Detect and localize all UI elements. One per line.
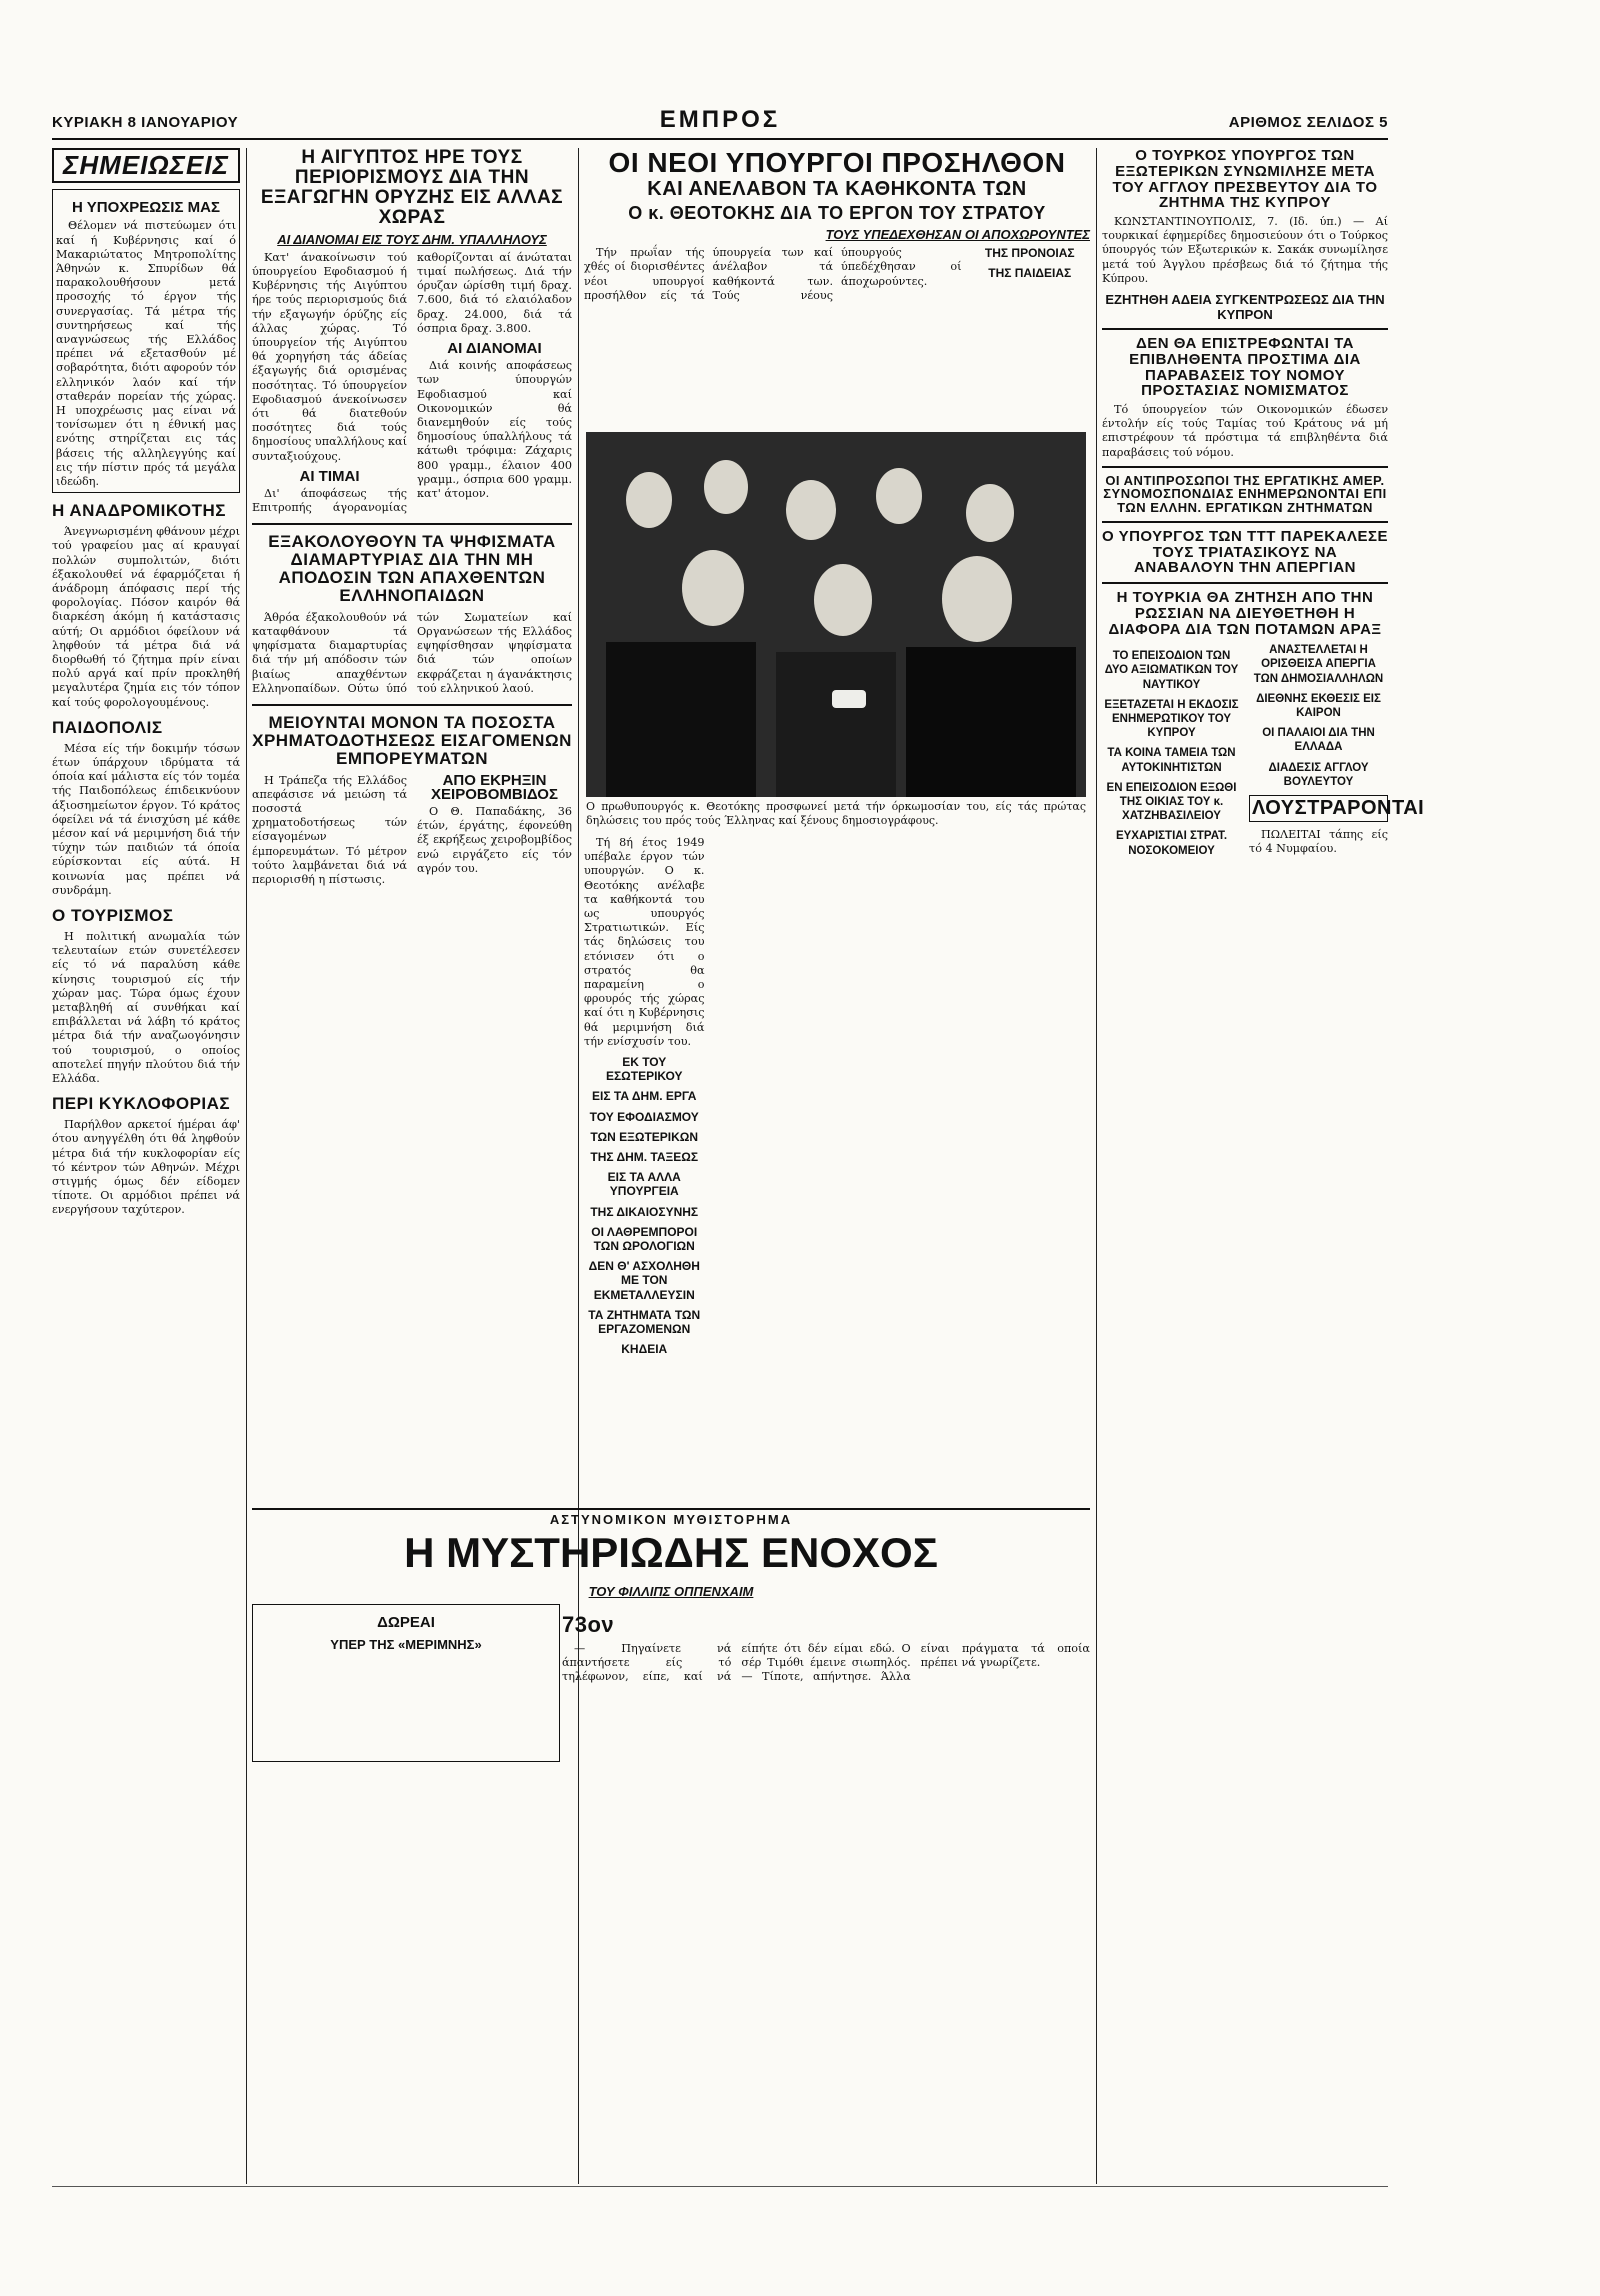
rations-subhead: ΑΙ ΔΙΑΝΟΜΑΙ <box>447 339 542 357</box>
section-text: Μέσα είς τήν δοκιμήν τόσων έτων ύπάρχουν ιδρύματα τά όποία καί μάλιστα είς τόν τομέα τής Παιδοπόλεως έπιδεικνύουν άξιοσημείωτον έργον. Τό κράτος όφείλει νά τά ένισχύση μέ κάθε μέσον καί νά μεριμνήση διά τήν τύχην τών παιδιών τά όποία εύρίσκονται είς αύτά. Η κοινωνία μας πρέπει νά συνδράμη. <box>52 741 240 897</box>
column-turkey <box>1102 147 1425 2184</box>
column-egypt <box>252 148 572 1588</box>
ministers-continued <box>584 836 1090 1496</box>
divider <box>1102 466 1388 468</box>
section-text: Άνεγνωρισμένη φθάνουν μέχρι τού γραφείου μας αί κραυγαί πολλών συμπολιτών, διότι έξακολουθεί νά έφαρμόζεται ή άνάδρομη άπόφασις περί τής φορολογίας. Πόσον καιρόν θά διαρκέση άκόμη ή κατάστασις αύτή; Οι αρμόδιοι όφείλουν νά ληφθούν τά μέτρα διά νά διορθωθή τό ζήτημα πρίν είναι πολύ αργά καί πρίν προκληθή μεγαλυτέρα ζημία εις τόν τόπον καί τούς φορολογουμένους. <box>52 525 240 709</box>
serial-label: ΑΣΤΥΝΟΜΙΚΟΝ ΜΥΘΙΣΤΟΡΗΜΑ <box>549 1512 793 1527</box>
turkey-text: ΚΩΝΣΤΑΝΤΙΝΟΥΠΟΛΙΣ, 7. (Ιδ. ύπ.) — Αί τουρκικαί έφημερίδες δημοσιεύουν ότι ο Τούρκος ύπουργός τών Εξωτερικών κ. Σακάκ συνωμίλησε μετά τού Άγγλου πρέσβεως διά τό ζήτημα τής Κύπρου. <box>1102 215 1388 285</box>
fines-headline: ΔΕΝ ΘΑ ΕΠΙΣΤΡΕΦΩΝΤΑΙ ΤΑ ΕΠΙΒΛΗΘΕΝΤΑ ΠΡΟΣΤΙΜΑ ΔΙΑ ΠΑΡΑΒΑΣΕΙΣ ΤΟΥ ΝΟΜΟΥ ΠΡΟΣΤΑΣΙΑΣ ΝΟΜΙΣΜΑΤΟΣ <box>1129 335 1361 400</box>
obligation-text: Θέλομεν νά πιστεύωμεν ότι καί ή Κυβέρνησις καί ό Μακαριώτατος Μητροπολίτης Άθηνών κ. Σπυρίδων θά παρακολουθήσουν μετά προσοχής τό έργον τής συνεργασίας. Τά μέτρα τής συντηρήσεως καί τής αναγνώσεως τής Ελλάδος πρέπει νά εξετασθούν μέ σοβαρότητα, διότι αφορούν τόν ελληνικόν λαόν καί τήν σταθεράν πορείαν τής χώρας. Η υποχρέωσις μας είναι νά τονίσωμεν ότι η έθνική μας ενότης στηρίζεται εις τάς βάσεις τής αλληλεγγύης καί εις τήν πίστιν πρός τά μεγάλα ιδεώδη. <box>56 219 236 488</box>
turkey-russia-headline: Η ΤΟΥΡΚΙΑ ΘΑ ΖΗΤΗΣΗ ΑΠΟ ΤΗΝ ΡΩΣΣΙΑΝ ΝΑ ΔΙΕΥΘΕΤΗΘΗ Η ΔΙΑΦΟΡΑ ΔΙΑ ΤΩΝ ΠΟΤΑΜΩΝ ΑΡΑΞ <box>1108 589 1382 638</box>
egypt-kicker: ΑΙ ΔΙΑΝΟΜΑΙ ΕΙΣ ΤΟΥΣ ΔΗΜ. ΥΠΑΛΛΗΛΟΥΣ <box>277 231 547 247</box>
protest-headline: ΕΞΑΚΟΛΟΥΘΟΥΝ ΤΑ ΨΗΦΙΣΜΑΤΑ ΔΙΑΜΑΡΤΥΡΙΑΣ ΔΙΑ ΤΗΝ ΜΗ ΑΠΟΔΟΣΙΝ ΤΩΝ ΑΠΑΧΘΕΝΤΩΝ ΕΛΛΗΝΟΠΑΙΔΩΝ <box>268 532 556 605</box>
protest-text: Άθρόα έξακολουθούν νά καταφθάνουν τά ψηφίσματα διαμαρτυρίας διά τήν μή απόδοσιν τών βιαίως απαχθέντων Ελληνοπαίδων. Ούτω ύπό τών Σωματείων καί Οργανώσεων τής Ελλάδος εψηφίσθησαν ψηφίσματα διά τών οποίων εκφράζεται η άγανάκτησις τού ελληνικού λαού. <box>252 610 572 695</box>
ministers-headline-1: ΟΙ ΝΕΟΙ ΥΠΟΥΡΓΟΙ ΠΡΟΣΗΛΘΟΝ <box>608 147 1066 178</box>
divider <box>1102 582 1388 584</box>
ministers-headline-2: ΚΑΙ ΑΝΕΛΑΒΟΝ ΤΑ ΚΑΘΗΚΟΝΤΑ ΤΩΝ <box>647 178 1027 201</box>
serial-body-block <box>562 1604 1090 1685</box>
section-heading: ΠΑΙΔΟΠΟΛΙΣ <box>52 717 163 737</box>
explosion-subhead: ΑΠΟ ΕΚΡΗΞΙΝ ΧΕΙΡΟΒΟΜΒΙΔΟΣ <box>431 771 558 803</box>
ministers-kicker: ΤΟΥΣ ΥΠΕΔΕΧΘΗΣΑΝ ΟΙ ΑΠΟΧΩΡΟΥΝΤΕΣ <box>825 227 1090 243</box>
column-rule <box>1096 148 1097 2184</box>
section-heading: ΠΕΡΙ ΚΥΚΛΟΦΟΡΙΑΣ <box>52 1094 231 1114</box>
donations-subtitle: ΥΠΕΡ ΤΗΣ «ΜΕΡΙΜΝΗΣ» <box>330 1637 482 1652</box>
serial-author: ΤΟΥ ΦΙΛΛΙΠΣ ΟΠΠΕΝΧΑΙΜ <box>588 1584 754 1599</box>
donations-title: ΔΩΡΕΑΙ <box>377 1614 435 1631</box>
ministers-body: Τή 8ή έτος 1949 υπέβαλε έργον τών υπουργών. Ο κ. Θεοτόκης ανέλαβε τα καθήκοντά του ως υπουργός Στρατιωτικών. Είς τάς δηλώσεις του ετόνισεν ότι ο στρατός θα παραμείνη ο φρουρός τής χώρας καί ότι η Κυβέρνησις θά μεριμνήση διά τήν ενίσχυσίν του. ΕΚ ΤΟΥ ΕΣΩΤΕΡΙΚΟΥ ΕΙΣ ΤΑ ΔΗΜ. ΕΡΓΑ ΤΟΥ ΕΦΟΔΙΑΣΜΟΥ ΤΩΝ ΕΞΩΤΕΡΙΚΩΝ ΤΗΣ ΔΗΜ. ΤΑΞΕΩΣ ΕΙΣ ΤΑ ΑΛΛΑ ΥΠΟΥΡΓΕΙΑ ΤΗΣ ΔΙΚΑΙΟΣΥΝΗΣ ΟΙ ΛΑΘΡΕΜΠΟΡΟΙ ΤΩΝ ΩΡΟΛΟΓΙΩΝ ΔΕΝ Θ' ΑΣΧΟΛΗΘΗ ΜΕ ΤΟΝ ΕΚΜΕΤΑΛΛΕΥΣΙΝ ΤΑ ΖΗΤΗΜΑΤΑ ΤΩΝ ΕΡΓΑΖΟΜΕΝΩΝ ΚΗΔΕΙΑ <box>584 836 705 1357</box>
newspaper-title: ΕΜΠΡΟΣ <box>659 106 781 133</box>
column-rule <box>246 148 247 2184</box>
prices-subhead: ΑΙ ΤΙΜΑΙ <box>299 467 360 485</box>
page-number-label: ΑΡΙΘΜΟΣ ΣΕΛΙΔΟΣ 5 <box>1228 114 1388 131</box>
issue-date: ΚΥΡΙΑΚΗ 8 ΙΑΝΟΥΑΡΙΟΥ <box>52 114 239 131</box>
divider <box>252 1508 1090 1510</box>
section-text: Παρήλθον αρκετοί ήμέραι άφ' ότου ανηγγέλθη ότι θά ληφθούν μέτρα διά τήν κυκλοφορίαν είς τό κέντρον τών Αθηνών. Μέχρι στιγμής όμως δέν είδομεν τίποτε. Οι αρμόδιοι πρέπει νά ενεργήσουν ταχύτερον. <box>52 1118 240 1217</box>
divider <box>252 704 572 706</box>
obligation-title: Η ΥΠΟΧΡΕΩΣΙΣ ΜΑΣ <box>72 199 220 217</box>
notes-title-box <box>52 148 240 183</box>
section-heading: Ο ΤΟΥΡΙΣΜΟΣ <box>52 906 174 926</box>
column-notes <box>52 148 240 2184</box>
turkey-headline: Ο ΤΟΥΡΚΟΣ ΥΠΟΥΡΓΟΣ ΤΩΝ ΕΞΩΤΕΡΙΚΩΝ ΣΥΝΩΜΙΛΗΣΕ ΜΕΤΑ ΤΟΥ ΑΓΓΛΟΥ ΠΡΕΣΒΕΥΤΟΥ ΔΙΑ ΤΟ ΖΗΤΗΜΑ ΤΗΣ ΚΥΠΡΟΥ <box>1112 147 1378 212</box>
ttt-headline: Ο ΥΠΟΥΡΓΟΣ ΤΩΝ ΤΤΤ ΠΑΡΕΚΑΛΕΣΕ ΤΟΥΣ ΤΡΙΑΤΑΣΙΚΟΥΣ ΝΑ ΑΝΑΒΑΛΟΥΝ ΤΗΝ ΑΠΕΡΓΙΑΝ <box>1102 527 1388 577</box>
ministers-headline-3: Ο κ. ΘΕΟΤΟΚΗΣ ΔΙΑ ΤΟ ΕΡΓΟΝ ΤΟΥ ΣΤΡΑΤΟΥ <box>628 203 1046 224</box>
divider <box>252 523 572 525</box>
notes-title: ΣΗΜΕΙΩΣΕΙΣ <box>63 150 229 180</box>
donations-box <box>252 1604 560 1762</box>
cyprus-subhead: ΕΖΗΤΗΘΗ ΑΔΕΙΑ ΣΥΓΚΕΝΤΡΩΣΕΩΣ ΔΙΑ ΤΗΝ ΚΥΠΡΟΝ <box>1105 292 1385 323</box>
ministers-intro: Τήν πρωΐαν τής χθές οί διορισθέντες νέοι υπουργοί προσήλθον είς τά ύπουργεία των καί άνέλαβον τά καθήκοντά των. Τούς νέους ύπουργούς ύπεδέχθησαν οί άποχωρούντες. ΤΗΣ ΠΡΟΝΟΙΑΣ ΤΗΣ ΠΑΙΔΕΙΑΣ <box>584 246 1075 302</box>
obligation-box <box>52 189 240 493</box>
serial-text: — Πηγαίνετε νά άπαντήσετε είς τό τηλέφωνον, είπε, καί νά είπήτε ότι δέν είμαι εδώ. Ο σέρ Τιμόθι έμεινε σιωπηλός. — Τίποτε, απήντησε. Άλλα είναι πράγματα τά οποία πρέπει νά γνωρίζετε. <box>562 1642 1090 1684</box>
fines-text: Τό ύπουργείον τών Οικονομικών έδωσεν έντολήν είς τούς Ταμίας τού Κράτους νά μή επιστρέφουν τά πρόστιμα τά επιβληθέντα διά παραβάσεις τού νόμου. <box>1102 403 1388 459</box>
labor-headline: ΟΙ ΑΝΤΙΠΡΟΣΩΠΟΙ ΤΗΣ ΕΡΓΑΤΙΚΗΣ ΑΜΕΡ. ΣΥΝΟΜΟΣΠΟΝΔΙΑΣ ΕΝΗΜΕΡΩΝΟΝΤΑΙ ΕΠΙ ΤΩΝ ΕΛΛΗΝ. ΕΡΓΑΤΙΚΩΝ ΖΗΤΗΜΑΤΩΝ <box>1103 472 1387 516</box>
turkey-brief-list: ΤΟ ΕΠΕΙΣΟΔΙΟΝ ΤΩΝ ΔΥΟ ΑΞΙΩΜΑΤΙΚΩΝ ΤΟΥ ΝΑΥΤΙΚΟΥ ΕΞΕΤΑΖΕΤΑΙ Η ΕΚΔΟΣΙΣ ΕΝΗΜΕΡΩΤΙΚΟΥ ΤΟΥ ΚΥΠΡΟΥ ΤΑ ΚΟΙΝΑ ΤΑΜΕΙΑ ΤΩΝ ΑΥΤΟΚΙΝΗΤΙΣΤΩΝ ΕΝ ΕΠΕΙΣΟΔΙΟΝ ΕΞΩΘΙ ΤΗΣ ΟΙΚΙΑΣ ΤΟΥ κ. ΧΑΤΖΗΒΑΣΙΛΕΙΟΥ ΕΥΧΑΡΙΣΤΙΑΙ ΣΤΡΑΤ. ΝΟΣΟΚΟΜΕΙΟΥ ΑΝΑΣΤΕΛΛΕΤΑΙ Η ΟΡΙΣΘΕΙΣΑ ΑΠΕΡΓΙΑ ΤΩΝ ΔΗΜΟΣΙΑΛΛΗΛΩΝ ΔΙΕΘΝΗΣ ΕΚΘΕΣΙΣ ΕΙΣ ΚΑΙΡΟΝ ΟΙ ΠΑΛΑΙΟΙ ΔΙΑ ΤΗΝ ΕΛΛΑΔΑ ΔΙΑΔΕΣΙΣ ΑΓΓΛΟΥ ΒΟΥΛΕΥΤΟΥ ΛΟΥΣΤΡΑΡΟΝΤΑΙ ΠΩΛΕΙΤΑΙ τάπης είς τό 4 Νυμφαίου. <box>1104 644 1425 857</box>
footer-rule <box>52 2186 1388 2187</box>
section-text: Η πολιτική ανωμαλία τών τελευταίων ετών συνετέλεσεν είς τό νά παραλύση κάθε κίνησις τουρισμού είς τήν χώραν μας. Τώρα όμως έχουν μεταβληθή αί συνθήκαι καί επιβάλλεται νά λάβη τό κράτος μέτρα διά τήν αναζωογόνησιν τού τουρισμού, ο οποίος αποτελεί πηγήν πλούτου διά τήν Ελλάδα. <box>52 930 240 1086</box>
photo-caption: Ο πρωθυπουργός κ. Θεοτόκης προσφωνεί μετά τήν όρκωμοσίαν του, είς τάς πρώτας δηλώσεις του πρός τούς Έλληνας καί ξένους δημοσιογράφους. <box>586 800 1086 827</box>
import-text: Η Τράπεζα τής Ελλάδος απεφάσισε νά μειώση τά ποσοστά χρηματοδοτήσεως τών είσαγομένων έμπορευμάτων. Τό μέτρον τούτο λαμβάνεται διά νά περιορισθή η πίστωσις. ΑΠΟ ΕΚΡΗΞΙΝ ΧΕΙΡΟΒΟΜΒΙΔΟΣ Ο Θ. Παπαδάκης, 36 έτών, έργάτης, έφονεύθη έξ εκρήξεως χειροβομβίδος ενώ ειργάζετο είς τόν αγρόν του. <box>252 771 572 886</box>
divider <box>1102 328 1388 330</box>
ministers-photo <box>586 432 1086 797</box>
divider <box>1102 521 1388 523</box>
egypt-text: Κατ' άνακοίνωσιν τού ύπουργείου Εφοδιασμού ή Κυβέρνησις τής Αιγύπτου ήρε τούς περιορισμούς διά τήν εξαγωγήν όρύζης είς άλλας χώρας. Τό ύπουργείον τής Αιγύπτου θά χορηγήση τάς άδείας έξαγωγής διά ορισμένας ποσότητας. Τό ύπουργείον Εφοδιασμού άνεκοίνωσεν ότι θά διατεθούν ποσότητες διά τούς δημοσίους υπαλλήλους καί συνταξιούχους. ΑΙ ΤΙΜΑΙ Δι' άποφάσεως τής Επιτροπής άγορανομίας καθορίζονται αί άνώταται τιμαί πωλήσεως. Διά τήν όρυζαν ώρίσθη τιμή δραχ. 7.600, διά τό ελαιόλαδον δραχ. 24.000, διά τά όσπρια δραχ. 3.800. ΑΙ ΔΙΑΝΟΜΑΙ Διά κοινής αποφάσεως των ύπουργών Εφοδιασμού καί Οικονομικών θά διανεμηθούν είς τούς δημοσίους ύπαλλήλους τά κάτωθι τρόφιμα: Ζάχαρις 800 γραμμ., έλαιον 400 γραμμ., όσπρια 600 γραμμ. κατ' άτομον. <box>252 250 572 515</box>
serial-title: Η ΜΥΣΤΗΡΙΩΔΗΣ ΕΝΟΧΟΣ <box>404 1529 938 1576</box>
section-heading: Η ΑΝΑΔΡΟΜΙΚΟΤΗΣ <box>52 501 226 521</box>
egypt-headline: Η ΑΙΓΥΠΤΟΣ ΗΡΕ ΤΟΥΣ ΠΕΡΙΟΡΙΣΜΟΥΣ ΔΙΑ ΤΗΝ ΕΞΑΓΩΓΗΝ ΟΡΥΖΗΣ ΕΙΣ ΑΛΛΑΣ ΧΩΡΑΣ <box>260 147 564 228</box>
serial-chapter: 73ον <box>562 1612 615 1637</box>
column-rule <box>578 148 579 2184</box>
import-headline: ΜΕΙΟΥΝΤΑΙ ΜΟΝΟΝ ΤΑ ΠΟΣΟΣΤΑ ΧΡΗΜΑΤΟΔΟΤΗΣΕΩΣ ΕΙΣΑΓΟΜΕΝΩΝ ΕΜΠΟΡΕΥΜΑΤΩΝ <box>252 713 572 768</box>
masthead <box>52 106 1388 140</box>
